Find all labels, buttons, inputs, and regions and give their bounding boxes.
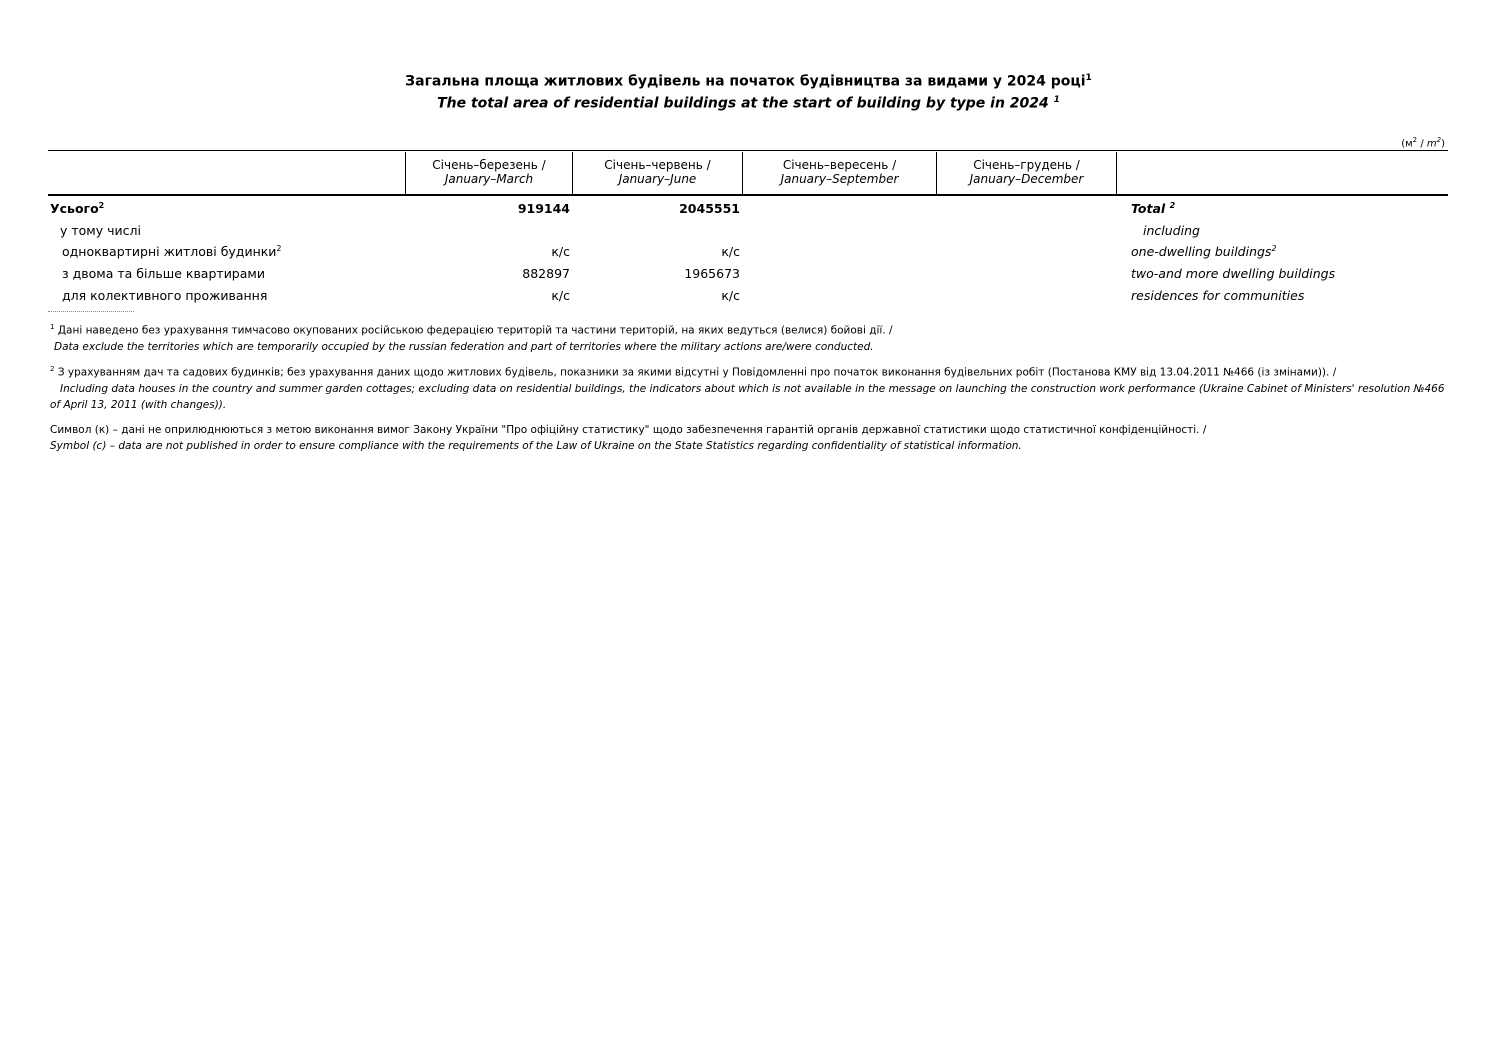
table-row-label-en: one-dwelling buildings$^2$ [1131,244,1277,260]
table-top-rule [48,150,1448,151]
table-cell-value: к/с [721,288,740,303]
footnote-2: $^2$ З урахуванням дач та садових будинків; без урахування даних щодо житлових будівель, показники за якими відсутні у Повідомленні про початок виконання будівельних робіт (Постанова КМУ від 13.04.2011 №466 (із змінами)). / Including data houses in the country and summer garden cottages; excluding data on residential buildings, the indicators about which is not available in the message on launching the construction work performance (Ukraine Cabinet of Ministers' resolution №466 of April 13, 2011 (with changes)). [50,365,1445,411]
table-cell-value: к/с [721,244,740,259]
column-header-9m: Січень–вересень / January–September [780,158,899,186]
table-row-label-en: two-and more dwelling buildings [1131,266,1336,281]
table-header-rule [48,194,1448,196]
column-header-year: Січень–грудень / January–December [969,158,1084,186]
column-header-h1: Січень–червень / January–June [604,158,711,186]
page-title-uk: Загальна площа житлових будівель на початок будівництва за видами у 2024 році$^1$ [405,73,1092,90]
footnote-separator [48,311,134,312]
units-label: $(м^2 / m^2)$ [1401,136,1445,150]
table-row-label-en: residences for communities [1131,288,1305,303]
footnote-1: $^1$ Дані наведено без урахування тимчасово окупованих російською федерацією територій та частини територій, на яких ведуться (велися) бойові дії. / Data exclude the territories which are temporarily occupied by the russian federation and part of territories where the military actions are/were conducted. [50,323,893,353]
table-row-label-en: Total $^2$ [1131,201,1176,217]
table-row-label-en: including [1143,223,1200,238]
table-row-label-uk: у тому числі [60,223,141,238]
table-cell-value: 1965673 [684,266,740,281]
symbol-note: Символ (к) – дані не оприлюднюються з метою виконання вимог Закону України "Про офіційну статистику" щодо забезпечення гарантій органів державної статистики щодо статистичної конфіденційності. / Symbol (c) – data are not published in order to ensure compliance with the requirements of the Law of Ukraine on the State Statistics regarding confidentiality of statistical information. [50,424,1207,452]
table-row-label-uk: для колективного проживання [62,288,268,303]
table-row-label-uk: з двома та більше квартирами [62,266,265,281]
table-cell-value: 2045551 [679,201,740,216]
table-row-label-uk: Усього$^2$ [50,201,105,217]
table-row-label-uk: одноквартирні житлові будинки$^2$ [62,244,282,260]
table-cell-value: к/с [551,288,570,303]
table-cell-value: 882897 [522,266,570,281]
header-divider [1116,152,1117,194]
table-cell-value: 919144 [517,201,570,216]
column-header-q1: Січень–березень / January–March [432,158,546,186]
page-title-en: The total area of residential buildings at the start of building by type in 2024 $^1$ [437,95,1060,112]
table-cell-value: к/с [551,244,570,259]
